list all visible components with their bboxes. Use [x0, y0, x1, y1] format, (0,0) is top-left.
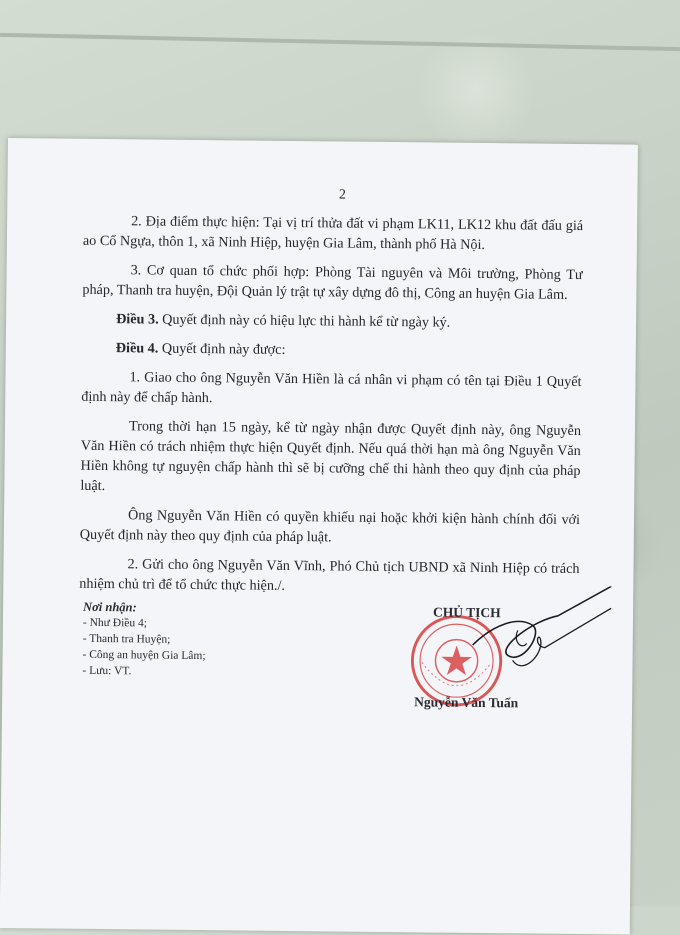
document-body [79, 211, 583, 608]
article-3-label: Điều 3. [116, 311, 159, 328]
document-page [0, 138, 638, 935]
paragraph-assign: 1. Giao cho ông Nguyễn Văn Hiền là cá nhân vi phạm có tên tại Điều 1 Quyết định này để chấp hành. [81, 369, 582, 407]
handwritten-signature-icon [462, 585, 613, 697]
paragraph-complaint: Ông Nguyễn Văn Hiền có quyền khiếu nại hoặc khởi kiện hành chính đối với Quyết định này theo quy định của pháp luật. [79, 507, 581, 546]
signer-title: CHỦ TỊCH [432, 604, 501, 621]
article-3 [82, 309, 582, 334]
article-4-text: Quyết định này được: [158, 340, 286, 358]
recipient-item: - Như Điều 4; [82, 616, 148, 630]
paragraph-location: 2. Địa điểm thực hiện: Tại vị trí thửa đất vi phạm LK11, LK12 khu đất đấu giá ao Cổ Ngựa, thôn 1, xã Ninh Hiệp, huyện Gia Lâm, thành phố Hà Nội. [82, 213, 584, 254]
article-3-text: Quyết định này có hiệu lực thi hành kể từ ngày ký. [158, 311, 451, 331]
signature-block [402, 604, 603, 726]
recipient-item: - Công an huyện Gia Lâm; [82, 648, 206, 663]
paragraph-coordination: 3. Cơ quan tổ chức phối hợp: Phòng Tài nguyên và Môi trường, Phòng Tư pháp, Thanh tra huyện, Đội Quản lý trật tự xây dựng đô thị, Công an huyện Gia Lâm. [82, 262, 583, 303]
recipient-item: - Lưu: VT. [82, 664, 132, 678]
page-number: 2 [338, 187, 346, 203]
recipients-title: Nơi nhận: [83, 599, 137, 615]
recipient-item: - Thanh tra Huyện; [82, 632, 171, 646]
paragraph-send: 2. Gửi cho ông Nguyễn Văn Vĩnh, Phó Chủ tịch UBND xã Ninh Hiệp có trách nhiệm chủ trì để tổ chức thực hiện./. [79, 556, 580, 594]
recipients-block [82, 599, 323, 682]
floor-tile-seam [0, 33, 680, 51]
article-4-label: Điều 4. [115, 340, 159, 357]
article-4 [82, 338, 582, 363]
recipients-list [82, 615, 323, 682]
paragraph-deadline: Trong thời hạn 15 ngày, kể từ ngày nhận được Quyết định này, ông Nguyễn Văn Hiền có trách nhiệm thực hiện Quyết định. Nếu quá thời hạn mà ông Nguyễn Văn Hiền không tự nguyện chấp hành thì sẽ bị cưỡng chế thi hành theo quy định của pháp luật. [80, 418, 582, 495]
signer-name: Nguyễn Văn Tuấn [414, 694, 519, 711]
